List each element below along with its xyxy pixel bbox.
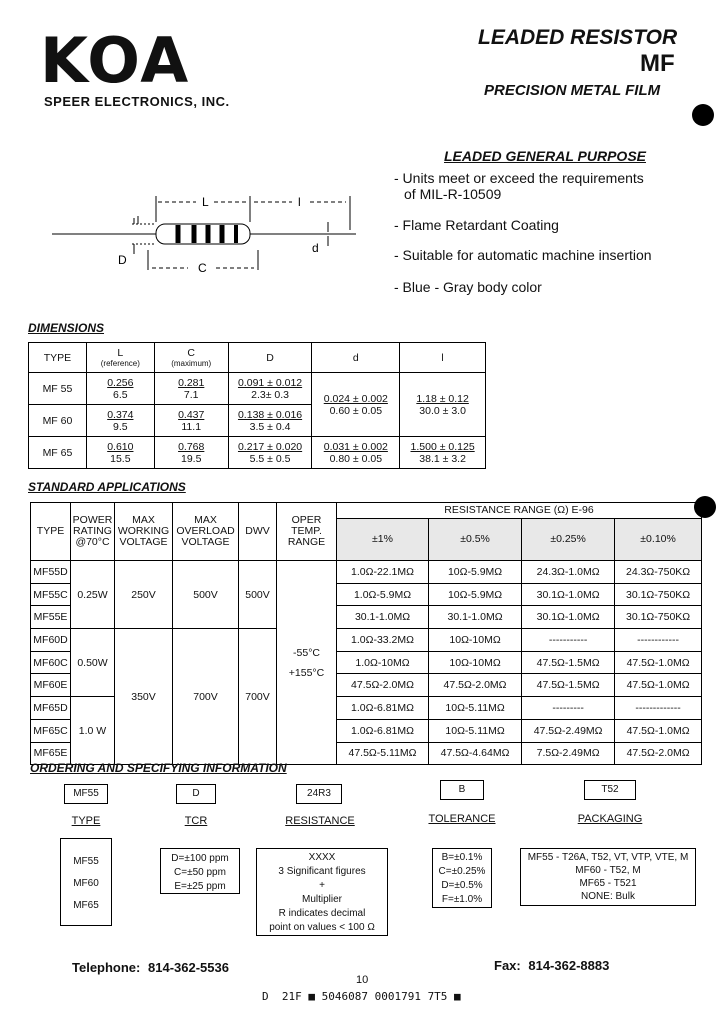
col-D: D bbox=[228, 343, 312, 373]
dwv-cell: 700V bbox=[239, 629, 277, 765]
col-resistance-range: RESISTANCE RANGE (Ω) E-96 bbox=[337, 503, 702, 519]
telephone-label: Telephone: bbox=[72, 960, 141, 975]
product-subtitle: PRECISION METAL FILM bbox=[484, 82, 661, 99]
temp-low: -55°C bbox=[293, 646, 320, 659]
dim-L bbox=[86, 405, 154, 437]
resistance-option: XXXX bbox=[308, 852, 336, 863]
dim-L-mm: 9.5 bbox=[113, 420, 128, 433]
range-cell: 47.5Ω-5.11MΩ bbox=[337, 742, 429, 765]
dim-l-group1 bbox=[400, 373, 486, 437]
code-packaging: T52 bbox=[584, 780, 636, 800]
range-cell: 30.1Ω-750KΩ bbox=[615, 606, 702, 629]
dim-type: MF 60 bbox=[29, 405, 87, 437]
col-tol-05: ±0.5% bbox=[429, 519, 522, 561]
col-wv-l2: WORKING bbox=[117, 525, 170, 537]
range-cell: 1.0Ω-5.9MΩ bbox=[337, 583, 429, 606]
tolerance-option: B=±0.1% bbox=[441, 852, 483, 863]
col-L-label: L bbox=[117, 347, 124, 359]
telephone-number: 814-362-5536 bbox=[148, 960, 229, 975]
dim-d-group2 bbox=[312, 437, 400, 469]
tcr-option: C=±50 ppm bbox=[174, 867, 226, 878]
type-cell: MF65D bbox=[31, 697, 71, 720]
type-option: MF60 bbox=[73, 878, 99, 889]
dim-D-mm: 2.3± 0.3 bbox=[251, 388, 289, 401]
dim-D-mm: 3.5 ± 0.4 bbox=[249, 420, 291, 433]
resistance-option: point on values < 100 Ω bbox=[269, 922, 375, 933]
dim-C bbox=[154, 373, 228, 405]
range-cell: 10Ω-10MΩ bbox=[429, 651, 522, 674]
col-power-l2: RATING bbox=[73, 525, 112, 537]
label-C: C bbox=[198, 261, 207, 275]
col-temp-l1: OPER bbox=[291, 514, 322, 526]
label-tolerance: TOLERANCE bbox=[428, 813, 496, 825]
range-cell: ----------- bbox=[522, 629, 615, 652]
range-cell: 10Ω-5.9MΩ bbox=[429, 561, 522, 584]
col-power-l3: @70°C bbox=[75, 536, 110, 548]
label-d: d bbox=[312, 241, 319, 255]
range-cell: 30.1-1.0MΩ bbox=[337, 606, 429, 629]
dim-type: MF 55 bbox=[29, 373, 87, 405]
range-cell: --------- bbox=[522, 697, 615, 720]
code-resistance: 24R3 bbox=[296, 784, 342, 804]
dim-C-in: 0.437 bbox=[178, 408, 205, 421]
koa-logo: KOA bbox=[40, 24, 191, 97]
range-cell: 1.0Ω-6.81MΩ bbox=[337, 697, 429, 720]
col-ov-l3: VOLTAGE bbox=[181, 536, 230, 548]
dimensions-table bbox=[28, 342, 486, 469]
feature-item-1-cont: of MIL-R-10509 bbox=[404, 186, 502, 202]
ov-cell: 500V bbox=[173, 561, 239, 629]
dim-l2-in: 1.500 ± 0.125 bbox=[410, 440, 475, 453]
type-options bbox=[60, 838, 112, 926]
type-cell: MF55E bbox=[31, 606, 71, 629]
dim-C bbox=[154, 437, 228, 469]
col-temp-l3: RANGE bbox=[287, 536, 326, 548]
range-cell: 10Ω-5.11MΩ bbox=[429, 719, 522, 742]
barcode-text: D 21F ■ 5046087 0001791 7T5 ■ bbox=[262, 990, 461, 1003]
col-ov-l2: OVERLOAD bbox=[176, 525, 235, 537]
range-cell: 47.5Ω-2.49MΩ bbox=[522, 719, 615, 742]
col-temp-l2: TEMP. bbox=[291, 525, 322, 537]
col-type: TYPE bbox=[29, 343, 87, 373]
type-option: MF65 bbox=[73, 900, 99, 911]
fax-number: 814-362-8883 bbox=[528, 958, 610, 973]
dim-type: MF 65 bbox=[29, 437, 87, 469]
resistance-option: + bbox=[319, 880, 325, 891]
dim-l1-mm: 30.0 ± 3.0 bbox=[419, 404, 466, 417]
col-d: d bbox=[312, 343, 400, 373]
label-resistance: RESISTANCE bbox=[285, 815, 355, 827]
dim-D-mm: 5.5 ± 0.5 bbox=[249, 452, 291, 465]
col-wv-l3: VOLTAGE bbox=[119, 536, 168, 548]
range-cell: 1.0Ω-6.81MΩ bbox=[337, 719, 429, 742]
col-L-sub: (reference) bbox=[100, 359, 140, 368]
dim-L-mm: 15.5 bbox=[110, 452, 131, 465]
wv-cell: 350V bbox=[115, 629, 173, 765]
range-cell: 30.1Ω-750KΩ bbox=[615, 583, 702, 606]
page-number: 10 bbox=[356, 974, 369, 986]
range-cell: 30.1Ω-1.0MΩ bbox=[522, 606, 615, 629]
range-cell: ------------ bbox=[615, 629, 702, 652]
resistance-option: 3 Significant figures bbox=[278, 866, 366, 877]
range-cell: 1.0Ω-22.1MΩ bbox=[337, 561, 429, 584]
ov-cell: 700V bbox=[173, 629, 239, 765]
type-cell: MF65C bbox=[31, 719, 71, 742]
dim-L-in: 0.256 bbox=[107, 376, 134, 389]
range-cell: 47.5Ω-1.0MΩ bbox=[615, 719, 702, 742]
col-dwv: DWV bbox=[239, 503, 277, 561]
col-C-label: C bbox=[187, 347, 196, 359]
col-ov-l1: MAX bbox=[194, 514, 217, 526]
features-heading: LEADED GENERAL PURPOSE bbox=[444, 148, 646, 164]
code-tolerance: B bbox=[440, 780, 484, 800]
range-cell: 24.3Ω-750KΩ bbox=[615, 561, 702, 584]
col-type: TYPE bbox=[31, 503, 71, 561]
power-cell: 0.50W bbox=[71, 629, 115, 697]
range-cell: 30.1-1.0MΩ bbox=[429, 606, 522, 629]
feature-item-2: - Flame Retardant Coating bbox=[394, 217, 559, 233]
col-working-voltage bbox=[115, 503, 173, 561]
dim-d-group1 bbox=[312, 373, 400, 437]
type-cell: MF55C bbox=[31, 583, 71, 606]
dimensions-heading: DIMENSIONS bbox=[28, 321, 105, 335]
col-l: l bbox=[400, 343, 486, 373]
dim-D-in: 0.217 ± 0.020 bbox=[237, 440, 303, 453]
range-cell: 10Ω-5.11MΩ bbox=[429, 697, 522, 720]
col-wv-l1: MAX bbox=[132, 514, 155, 526]
telephone bbox=[72, 960, 229, 975]
wv-cell: 250V bbox=[115, 561, 173, 629]
tolerance-option: C=±0.25% bbox=[438, 866, 486, 877]
resistance-option: Multiplier bbox=[301, 894, 342, 905]
label-L: L bbox=[202, 195, 209, 209]
range-cell: 47.5Ω-2.0MΩ bbox=[615, 742, 702, 765]
range-cell: 47.5Ω-1.5MΩ bbox=[522, 674, 615, 697]
range-cell: 47.5Ω-1.0MΩ bbox=[615, 674, 702, 697]
dim-D bbox=[228, 373, 312, 405]
dim-d1-mm: 0.60 ± 0.05 bbox=[329, 404, 383, 417]
range-cell: 47.5Ω-2.0MΩ bbox=[337, 674, 429, 697]
dim-l-group2 bbox=[400, 437, 486, 469]
col-tol-010: ±0.10% bbox=[615, 519, 702, 561]
fax-label: Fax: bbox=[494, 958, 521, 973]
packaging-option: MF65 - T521 bbox=[579, 878, 637, 889]
range-cell: 1.0Ω-10MΩ bbox=[337, 651, 429, 674]
dim-C-in: 0.281 bbox=[178, 376, 205, 389]
col-C bbox=[154, 343, 228, 373]
feature-item-1: - Units meet or exceed the requirements bbox=[394, 170, 644, 186]
dim-L-in: 0.610 bbox=[107, 440, 134, 453]
feature-item-3: - Suitable for automatic machine insertion bbox=[394, 247, 652, 263]
resistance-option: R indicates decimal bbox=[278, 908, 366, 919]
dwv-cell: 500V bbox=[239, 561, 277, 629]
dim-L-in: 0.374 bbox=[107, 408, 134, 421]
dim-C bbox=[154, 405, 228, 437]
type-cell: MF60D bbox=[31, 629, 71, 652]
code-tcr: D bbox=[176, 784, 216, 804]
fax bbox=[494, 958, 609, 973]
dim-C-mm: 7.1 bbox=[183, 388, 199, 401]
type-cell: MF65E bbox=[31, 742, 71, 765]
range-cell: 1.0Ω-33.2MΩ bbox=[337, 629, 429, 652]
code-type: MF55 bbox=[64, 784, 108, 804]
range-cell: ------------- bbox=[615, 697, 702, 720]
tolerance-options bbox=[432, 848, 492, 908]
col-tol-025: ±0.25% bbox=[522, 519, 615, 561]
tcr-option: D=±100 ppm bbox=[171, 853, 229, 864]
dim-D-in: 0.091 ± 0.012 bbox=[237, 376, 303, 389]
power-cell: 0.25W bbox=[71, 561, 115, 629]
resistor-diagram bbox=[48, 188, 368, 278]
dim-C-in: 0.768 bbox=[178, 440, 205, 453]
range-cell: 30.1Ω-1.0MΩ bbox=[522, 583, 615, 606]
tcr-options bbox=[160, 848, 240, 894]
type-cell: MF55D bbox=[31, 561, 71, 584]
tolerance-option: F=±1.0% bbox=[441, 894, 483, 905]
dim-l1-in: 1.18 ± 0.12 bbox=[416, 392, 469, 405]
applications-heading: STANDARD APPLICATIONS bbox=[28, 480, 186, 494]
type-cell: MF60C bbox=[31, 651, 71, 674]
type-cell: MF60E bbox=[31, 674, 71, 697]
label-packaging: PACKAGING bbox=[577, 813, 643, 825]
range-cell: 10Ω-5.9MΩ bbox=[429, 583, 522, 606]
range-cell: 47.5Ω-2.0MΩ bbox=[429, 674, 522, 697]
col-power bbox=[71, 503, 115, 561]
col-C-sub: (maximum) bbox=[171, 359, 212, 368]
feature-item-4: - Blue - Gray body color bbox=[394, 279, 542, 295]
col-tol-1: ±1% bbox=[337, 519, 429, 561]
range-cell: 47.5Ω-4.64MΩ bbox=[429, 742, 522, 765]
power-cell: 1.0 W bbox=[71, 697, 115, 765]
dim-l2-mm: 38.1 ± 3.2 bbox=[419, 452, 466, 465]
range-cell: 47.5Ω-1.0MΩ bbox=[615, 651, 702, 674]
company-name: SPEER ELECTRONICS, INC. bbox=[44, 94, 230, 109]
page-title: LEADED RESISTOR bbox=[478, 26, 678, 49]
packaging-option: MF60 - T52, M bbox=[575, 865, 641, 876]
ordering-heading: ORDERING AND SPECIFYING INFORMATION bbox=[30, 761, 287, 775]
dim-C-mm: 19.5 bbox=[181, 452, 202, 465]
applications-table bbox=[30, 502, 702, 765]
series-name: MF bbox=[640, 50, 675, 77]
label-tcr: TCR bbox=[184, 815, 208, 827]
dim-D bbox=[228, 405, 312, 437]
col-power-l1: POWER bbox=[72, 514, 113, 526]
dim-D bbox=[228, 437, 312, 469]
range-cell: 7.5Ω-2.49MΩ bbox=[522, 742, 615, 765]
col-temp bbox=[277, 503, 337, 561]
col-overload-voltage bbox=[173, 503, 239, 561]
dim-d2-mm: 0.80 ± 0.05 bbox=[329, 452, 383, 465]
dim-L bbox=[86, 437, 154, 469]
label-D: D bbox=[118, 253, 127, 267]
range-cell: 10Ω-10MΩ bbox=[429, 629, 522, 652]
temp-high: +155°C bbox=[288, 666, 325, 679]
section-marker-dot bbox=[692, 104, 714, 126]
range-cell: 24.3Ω-1.0MΩ bbox=[522, 561, 615, 584]
label-l: l bbox=[298, 195, 301, 209]
packaging-option: NONE: Bulk bbox=[581, 891, 635, 902]
packaging-options bbox=[520, 848, 696, 906]
range-cell: 47.5Ω-1.5MΩ bbox=[522, 651, 615, 674]
tcr-option: E=±25 ppm bbox=[174, 881, 226, 892]
tolerance-option: D=±0.5% bbox=[441, 880, 483, 891]
dim-d1-in: 0.024 ± 0.002 bbox=[323, 392, 388, 405]
dim-C-mm: 11.1 bbox=[181, 420, 202, 433]
resistance-options bbox=[256, 848, 388, 936]
dim-D-in: 0.138 ± 0.016 bbox=[237, 408, 303, 421]
temp-cell bbox=[277, 561, 337, 765]
dim-L-mm: 6.5 bbox=[113, 388, 128, 401]
dim-L bbox=[86, 373, 154, 405]
col-L bbox=[86, 343, 154, 373]
label-type: TYPE bbox=[71, 815, 101, 827]
packaging-option: MF55 - T26A, T52, VT, VTP, VTE, M bbox=[527, 852, 689, 863]
type-option: MF55 bbox=[73, 856, 99, 867]
dim-d2-in: 0.031 ± 0.002 bbox=[323, 440, 388, 453]
